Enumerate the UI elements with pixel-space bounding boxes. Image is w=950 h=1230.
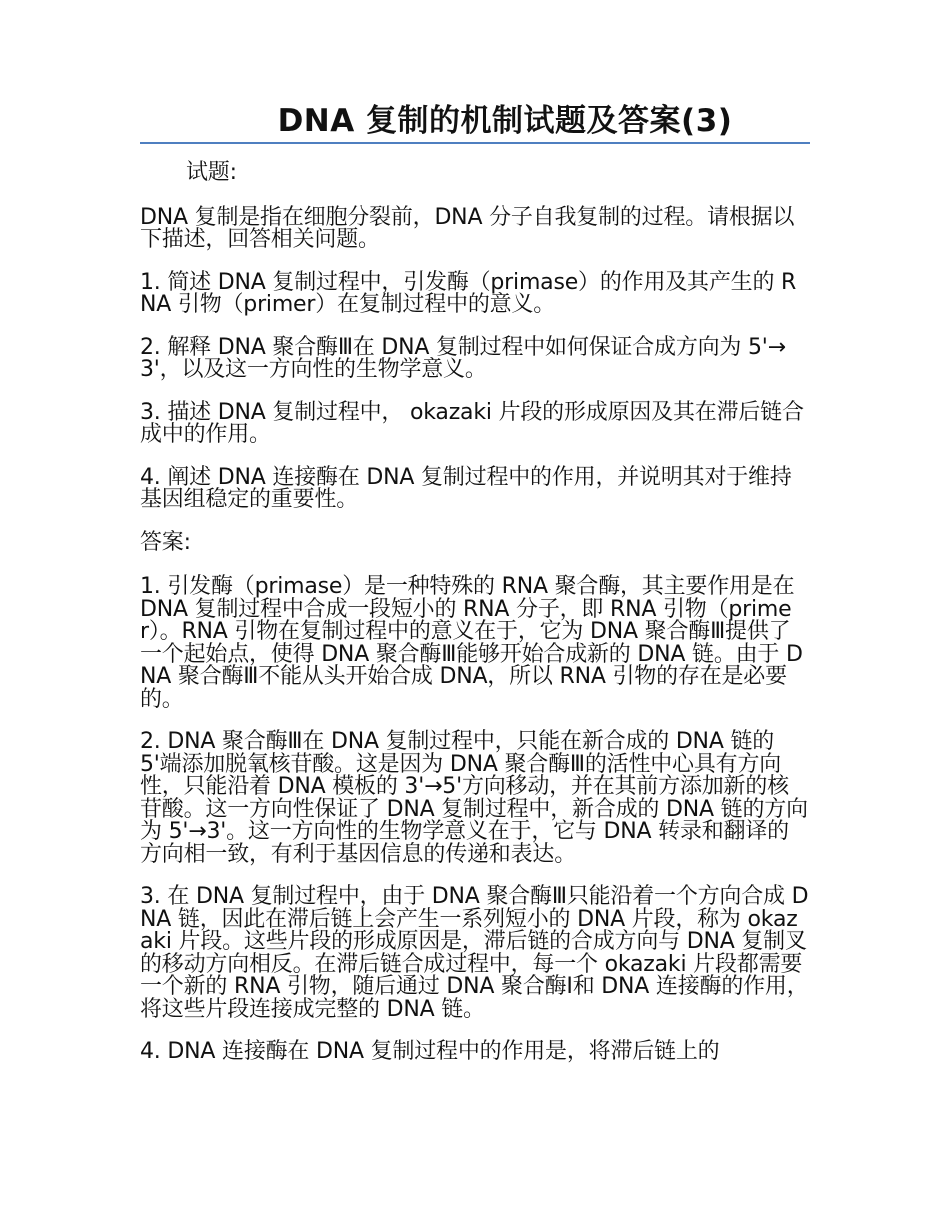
question-item: 4. 阐述 DNA 连接酶在 DNA 复制过程中的作用，并说明其对于维持基因组稳定的重要性。	[140, 464, 792, 512]
document-body	[140, 162, 810, 1084]
question-item: 1. 简述 DNA 复制过程中，引发酶（primase）的作用及其产生的 RNA 引物（primer）在复制过程中的意义。	[140, 269, 797, 317]
title-block	[140, 100, 810, 144]
answers-label: 答案:	[140, 529, 191, 555]
document-title: DNA 复制的机制试题及答案(3)	[277, 103, 733, 139]
answer-item: 1. 引发酶（primase）是一种特殊的 RNA 聚合酶，其主要作用是在 DNA 复制过程中合成一段短小的 RNA 分子，即 RNA 引物（primer）。RNA 引物在复制过程中的意义在于，它为 DNA 聚合酶Ⅲ提供了一个起始点，使得 DNA 聚合酶Ⅲ能够开始合成新的 DNA 链。由于 DNA 聚合酶Ⅲ不能从头开始合成 DNA，所以 RNA 引物的存在是必要的。	[140, 574, 803, 712]
answer-item: 2. DNA 聚合酶Ⅲ在 DNA 复制过程中，只能在新合成的 DNA 链的 5'端添加脱氧核苷酸。这是因为 DNA 聚合酶Ⅲ的活性中心具有方向性，只能沿着 DNA 模板的 3'→5'方向移动，并在其前方添加新的核苷酸。这一方向性保证了 DNA 复制过程中，新合成的 DNA 链的方向为 5'→3'。这一方向性的生物学意义在于，它与 DNA 转录和翻译的方向相一致，有利于基因信息的传递和表达。	[140, 729, 808, 867]
intro-paragraph: DNA 复制是指在细胞分裂前，DNA 分子自我复制的过程。请根据以下描述，回答相关问题。	[140, 204, 795, 252]
answer-item: 4. DNA 连接酶在 DNA 复制过程中的作用是，将滞后链上的	[140, 1039, 720, 1064]
question-item: 3. 描述 DNA 复制过程中， okazaki 片段的形成原因及其在滞后链合成中的作用。	[140, 399, 804, 447]
questions-label: 试题:	[186, 160, 237, 185]
answer-item: 3. 在 DNA 复制过程中，由于 DNA 聚合酶Ⅲ只能沿着一个方向合成 DNA 链，因此在滞后链上会产生一系列短小的 DNA 片段，称为 okazaki 片段。这些片段的形成原因是，滞后链的合成方向与 DNA 复制叉的移动方向相反。在滞后链合成过程中，每一个 okazaki 片段都需要一个新的 RNA 引物，随后通过 DNA 聚合酶Ⅰ和 DNA 连接酶的作用，将这些片段连接成完整的 DNA 链。	[140, 884, 809, 1022]
question-item: 2. 解释 DNA 聚合酶Ⅲ在 DNA 复制过程中如何保证合成方向为 5'→3'，以及这一方向性的生物学意义。	[140, 334, 786, 382]
